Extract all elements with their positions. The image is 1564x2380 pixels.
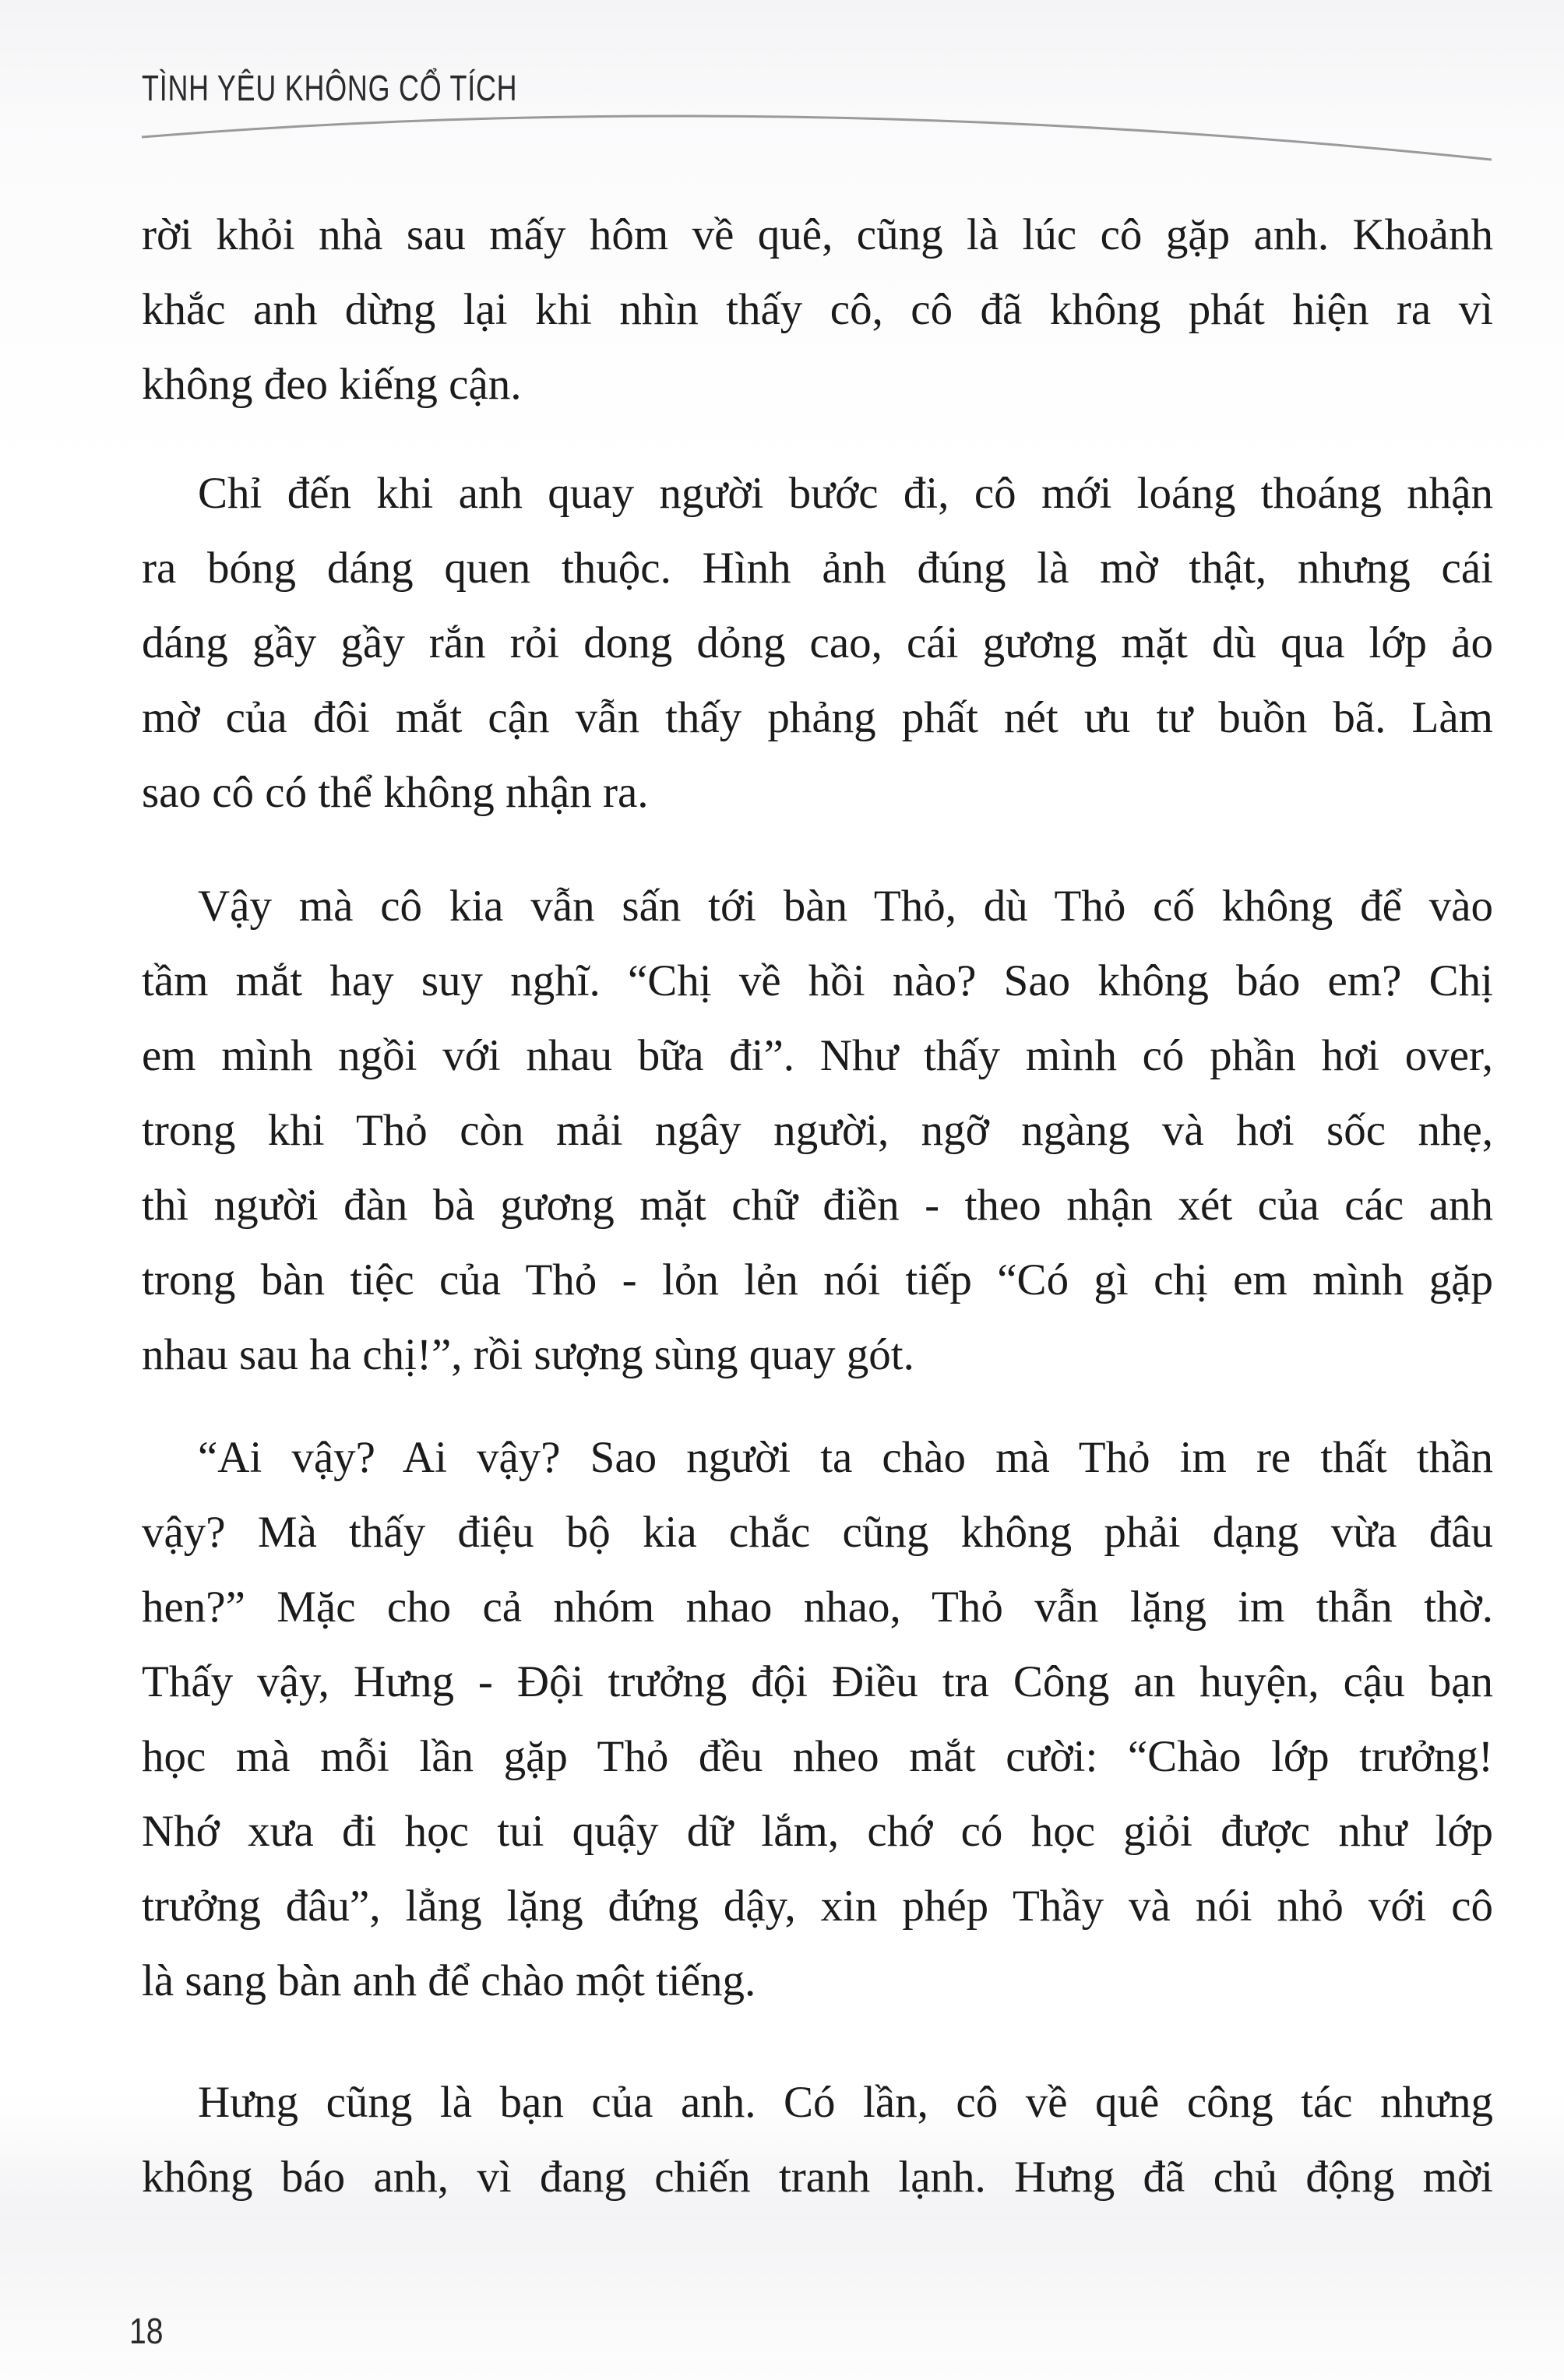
text-line: mờ của đôi mắt cận vẫn thấy phảng phất nét ưu tư buồn bã. Làm [142, 693, 1493, 742]
text-line: khắc anh dừng lại khi nhìn thấy cô, cô đã không phát hiện ra vì [142, 285, 1493, 334]
paragraph-1 [142, 198, 1493, 422]
text-line: học mà mỗi lần gặp Thỏ đều nheo mắt cười: “Chào lớp trưởng! [142, 1732, 1493, 1781]
text-line: Vậy mà cô kia vẫn sấn tới bàn Thỏ, dù Thỏ cố không để vào [198, 882, 1493, 931]
text-line: vậy? Mà thấy điệu bộ kia chắc cũng không phải dạng vừa đâu [142, 1508, 1493, 1557]
text-line: “Ai vậy? Ai vậy? Sao người ta chào mà Thỏ im re thất thần [198, 1433, 1493, 1482]
text-line: sao cô có thể không nhận ra. [142, 768, 649, 817]
text-line: Hưng cũng là bạn của anh. Có lần, cô về quê công tác nhưng [198, 2078, 1493, 2127]
text-line: không đeo kiếng cận. [142, 360, 522, 409]
text-line: không báo anh, vì đang chiến tranh lạnh. Hưng đã chủ động mời [142, 2153, 1493, 2202]
text-line: dáng gầy gầy rắn rỏi dong dỏng cao, cái gương mặt dù qua lớp ảo [142, 618, 1493, 667]
paragraph-5 [142, 2065, 1493, 2215]
header-rule [0, 0, 1564, 202]
text-line: Thấy vậy, Hưng - Đội trưởng đội Điều tra Công an huyện, cậu bạn [142, 1657, 1493, 1706]
text-line: thì người đàn bà gương mặt chữ điền - theo nhận xét của các anh [142, 1181, 1493, 1230]
text-line: trong khi Thỏ còn mải ngây người, ngỡ ngàng và hơi sốc nhẹ, [142, 1106, 1493, 1155]
text-line: Chỉ đến khi anh quay người bước đi, cô mới loáng thoáng nhận [198, 469, 1493, 518]
text-line: ra bóng dáng quen thuộc. Hình ảnh đúng là mờ thật, nhưng cái [142, 544, 1493, 593]
text-line: hen?” Mặc cho cả nhóm nhao nhao, Thỏ vẫn lặng im thẫn thờ. [142, 1583, 1493, 1632]
paragraph-3 [142, 869, 1493, 1392]
text-line: tầm mắt hay suy nghĩ. “Chị về hồi nào? Sao không báo em? Chị [142, 956, 1493, 1005]
paragraph-2 [142, 456, 1493, 830]
text-line: Nhớ xưa đi học tui quậy dữ lắm, chớ có học giỏi được như lớp [142, 1807, 1493, 1856]
text-line: trong bàn tiệc của Thỏ - lỏn lẻn nói tiếp “Có gì chị em mình gặp [142, 1255, 1493, 1304]
text-line: là sang bàn anh để chào một tiếng. [142, 1956, 756, 2005]
running-head: TÌNH YÊU KHÔNG CỔ TÍCH [142, 68, 518, 108]
text-line: nhau sau ha chị!”, rồi sượng sùng quay gót. [142, 1330, 914, 1379]
page-number: 18 [129, 2311, 164, 2351]
paragraph-4 [142, 1421, 1493, 2019]
text-line: rời khỏi nhà sau mấy hôm về quê, cũng là lúc cô gặp anh. Khoảnh [142, 210, 1493, 259]
text-line: trưởng đâu”, lẳng lặng đứng dậy, xin phép Thầy và nói nhỏ với cô [142, 1882, 1493, 1931]
text-line: em mình ngồi với nhau bữa đi”. Như thấy mình có phần hơi over, [142, 1031, 1493, 1080]
